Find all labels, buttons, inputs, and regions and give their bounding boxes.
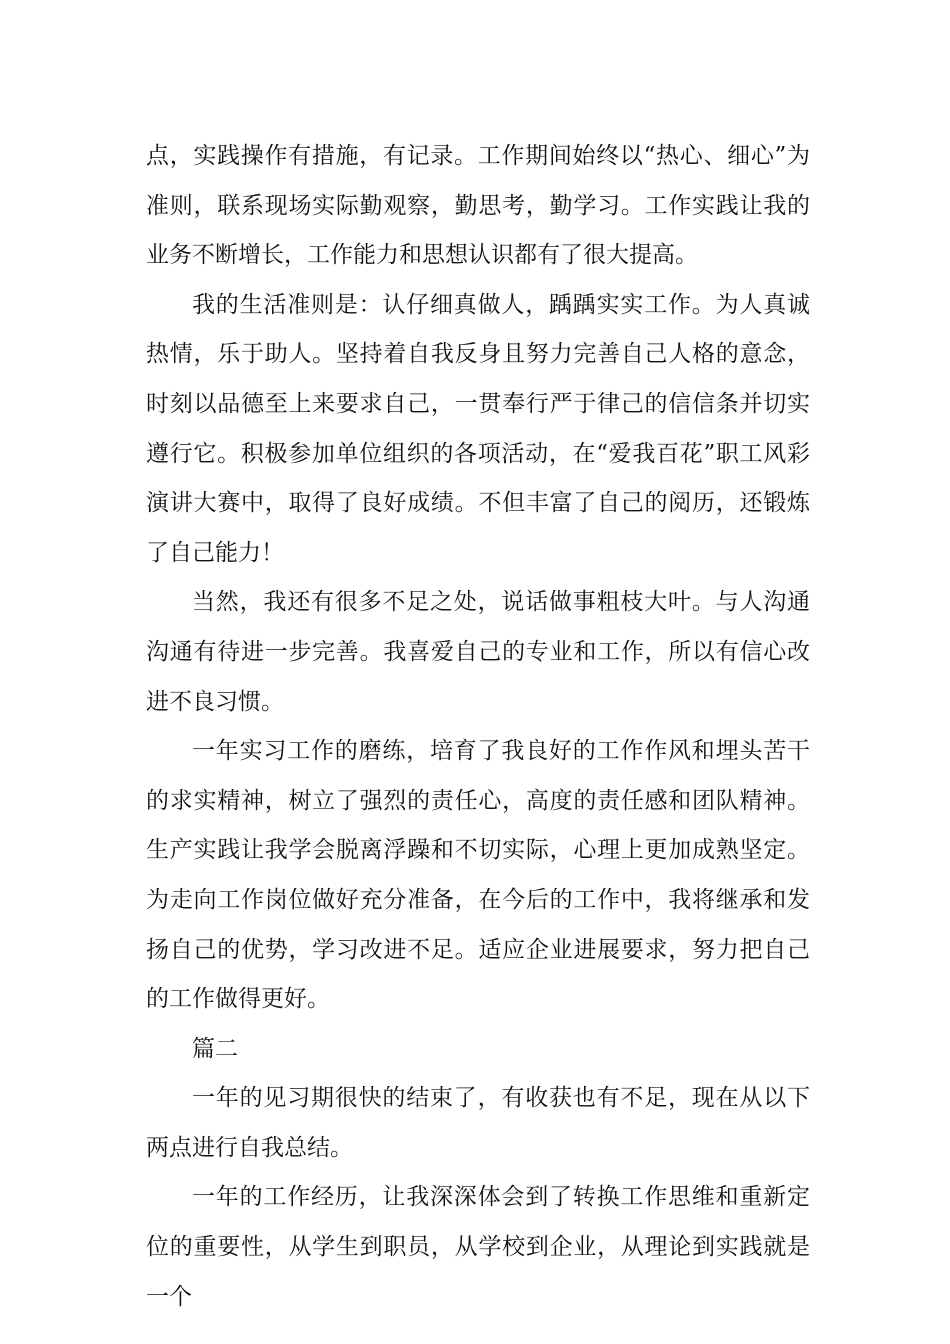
paragraph-shortcomings: 当然，我还有很多不足之处，说话做事粗枝大叶。与人沟通沟通有待进一步完善。我喜爱自己的专业和工作，所以有信心改进不良习惯。 <box>146 589 810 715</box>
paragraph-internship-summary: 一年实习工作的磨练，培育了我良好的工作作风和埋头苦干的求实精神，树立了强烈的责任心，高度的责任感和团队精神。生产实践让我学会脱离浮躁和不切实际，心理上更加成熟坚定。为走向工作岗位做好充分准备，在今后的工作中，我将继承和发扬自己的优势，学习改进不足。适应企业进展要求，努力把自己的工作做得更好。 <box>146 738 810 1013</box>
section-heading: 篇二 <box>192 1035 238 1062</box>
document-body <box>146 132 810 1322</box>
paragraph-continued: 点，实践操作有措施，有记录。工作期间始终以“热心、细心”为准则，联系现场实际勤观察，勤思考，勤学习。工作实践让我的业务不断增长，工作能力和思想认识都有了很大提高。 <box>146 143 810 269</box>
paragraph-life-principles: 我的生活准则是：认仔细真做人，踽踽实实工作。为人真诚热情，乐于助人。坚持着自我反身且努力完善自己人格的意念，时刻以品德至上来要求自己，一贯奉行严于律己的信信条并切实遵行它。积极参加单位组织的各项活动，在“爱我百花”职工风彩演讲大赛中，取得了良好成绩。不但丰富了自己的阅历，还锻炼了自己能力！ <box>146 291 810 566</box>
paragraph-probation-intro: 一年的见习期很快的结束了，有收获也有不足，现在从以下两点进行自我总结。 <box>146 1085 810 1161</box>
paragraph-work-experience: 一年的工作经历，让我深深体会到了转换工作思维和重新定位的重要性，从学生到职员，从学校到企业，从理论到实践就是一个 <box>146 1184 810 1310</box>
